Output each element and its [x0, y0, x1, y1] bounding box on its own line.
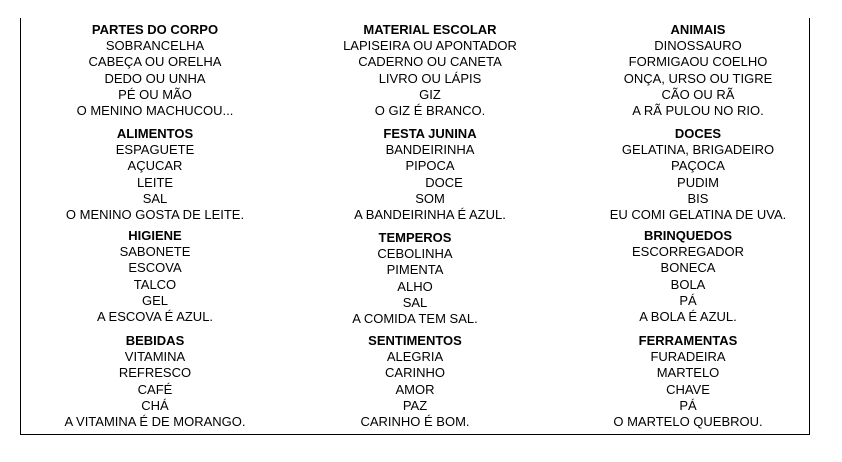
list-item: GIZ — [419, 86, 441, 102]
section-title: TEMPEROS — [378, 230, 452, 245]
section-higiene — [50, 228, 260, 325]
list-item: PAZ — [402, 397, 428, 413]
list-item: PIPOCA — [405, 158, 455, 174]
section-title: BRINQUEDOS — [643, 228, 733, 243]
list-item: VITAMINA — [124, 349, 186, 364]
section-alimentos — [50, 126, 260, 223]
section-ferramentas — [568, 333, 808, 430]
list-item: MARTELO — [656, 365, 720, 381]
list-item: PUDIM — [677, 174, 719, 190]
list-item: CABEÇA OU ORELHA — [88, 54, 222, 70]
list-item: FORMIGAOU COELHO — [628, 54, 768, 70]
section-brinquedos — [568, 228, 808, 325]
list-item: BOLA — [670, 276, 706, 292]
list-item: AMOR — [395, 381, 435, 397]
list-item: SOM — [415, 190, 445, 206]
list-item: PAÇOCA — [671, 158, 725, 174]
list-item: A BOLA É AZUL. — [639, 309, 737, 325]
section-sentimentos — [290, 333, 540, 430]
section-title: FERRAMENTAS — [638, 333, 738, 348]
list-item: SAL — [402, 294, 428, 310]
list-item: GEL — [141, 292, 168, 308]
list-item: CARINHO — [385, 365, 445, 381]
list-item: CHÁ — [141, 397, 169, 413]
list-item: A VITAMINA É DE MORANGO. — [64, 414, 246, 430]
list-item: CHAVE — [666, 381, 710, 397]
list-item: CÃO OU RÃ — [661, 86, 735, 102]
section-bebidas — [40, 333, 270, 430]
section-title: ANIMAIS — [670, 22, 726, 37]
list-item: LIVRO OU LÁPIS — [378, 70, 482, 86]
list-item: FURADEIRA — [650, 349, 726, 364]
list-item: SABONETE — [119, 244, 191, 259]
list-item: BIS — [687, 190, 709, 206]
list-item: LAPISEIRA OU APONTADOR — [343, 38, 517, 53]
list-item: PIMENTA — [386, 262, 444, 278]
list-item: DEDO OU UNHA — [104, 70, 206, 86]
list-item: ESCOVA — [128, 260, 182, 276]
list-item: SOBRANCELHA — [105, 38, 205, 53]
list-item: O MARTELO QUEBROU. — [613, 414, 763, 430]
list-item: O MENINO GOSTA DE LEITE. — [65, 207, 245, 223]
section-festa-junina — [305, 126, 555, 223]
list-item: BANDEIRINHA — [385, 142, 475, 157]
list-item: ONÇA, URSO OU TIGRE — [623, 70, 773, 86]
section-title: MATERIAL ESCOLAR — [363, 22, 497, 37]
list-item: EU COMI GELATINA DE UVA. — [609, 207, 787, 223]
section-partes-do-corpo — [50, 22, 260, 119]
list-item: PÉ OU MÃO — [118, 86, 192, 102]
list-item: O MENINO MACHUCOU... — [76, 103, 234, 119]
section-animais — [578, 22, 818, 119]
list-item: ESCORREGADOR — [632, 244, 744, 259]
list-item: ALHO — [397, 278, 433, 294]
list-item: BONECA — [660, 260, 716, 276]
list-item: A ESCOVA É AZUL. — [96, 309, 214, 325]
list-item: AÇUCAR — [127, 158, 183, 174]
list-item: REFRESCO — [118, 365, 192, 381]
list-item: ALEGRIA — [386, 349, 444, 364]
section-title: SENTIMENTOS — [368, 333, 462, 348]
list-item: LEITE — [136, 174, 174, 190]
section-material-escolar — [305, 22, 555, 119]
section-title: DOCES — [674, 126, 722, 141]
list-item: SAL — [142, 190, 168, 206]
list-item: CARINHO É BOM. — [360, 414, 470, 430]
list-item: GELATINA, BRIGADEIRO — [621, 142, 775, 157]
list-item: A RÃ PULOU NO RIO. — [632, 103, 764, 119]
list-item: TALCO — [133, 276, 177, 292]
section-title: ALIMENTOS — [116, 126, 194, 141]
list-item: CAFÉ — [137, 381, 173, 397]
list-item: PÁ — [679, 397, 697, 413]
list-item: A BANDEIRINHA É AZUL. — [354, 207, 506, 223]
list-item: DINOSSAURO — [654, 38, 742, 53]
list-item: DOCE — [425, 174, 463, 190]
list-item: A COMIDA TEM SAL. — [352, 311, 478, 327]
section-title: PARTES DO CORPO — [91, 22, 219, 37]
section-doces — [568, 126, 828, 223]
section-title: HIGIENE — [128, 228, 182, 243]
list-item: ESPAGUETE — [115, 142, 195, 157]
list-item: PÁ — [679, 292, 697, 308]
list-item: O GIZ É BRANCO. — [374, 103, 486, 119]
list-item: CEBOLINHA — [377, 246, 453, 261]
section-title: BEBIDAS — [125, 333, 185, 348]
list-item: CADERNO OU CANETA — [358, 54, 502, 70]
section-title: FESTA JUNINA — [383, 126, 477, 141]
section-temperos — [290, 230, 540, 327]
